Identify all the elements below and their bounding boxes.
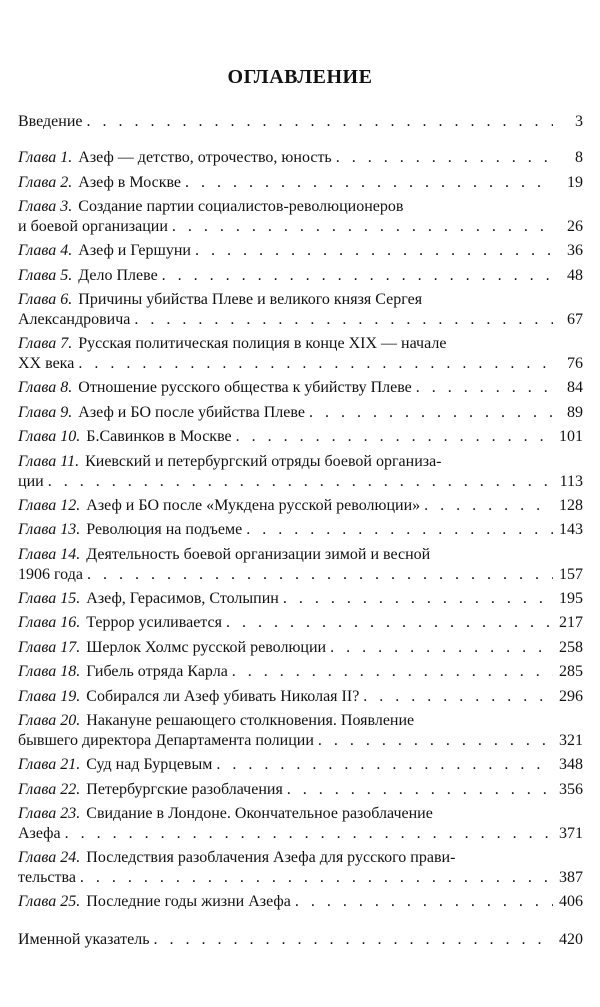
- chapter-label: Глава 22.: [18, 780, 81, 798]
- chapter-title: Террор усиливается: [86, 614, 222, 631]
- chapter-title: Азеф, Герасимов, Столыпин: [86, 589, 279, 607]
- chapter-entry-13[interactable]: [18, 520, 583, 540]
- page-number: 371: [559, 825, 583, 842]
- chapter-title: Русская политическая полиция в конце XIX — начале: [78, 335, 447, 352]
- page-number: 76: [567, 355, 583, 372]
- chapter-entry-9[interactable]: [18, 403, 583, 423]
- chapter-title: Накануне решающего столкновения. Появление: [86, 712, 415, 729]
- chapter-title: ции: [18, 472, 44, 490]
- chapter-title: Азеф и Гершуни: [78, 242, 191, 259]
- chapter-title: Именной указатель: [18, 930, 150, 948]
- page-number: 420: [559, 930, 583, 948]
- toc-line: [18, 711, 583, 731]
- chapter-entry-8[interactable]: [18, 378, 583, 398]
- chapter-entry-5[interactable]: [18, 266, 583, 286]
- chapter-title: Азеф и БО после убийства Плеве: [78, 403, 305, 421]
- chapter-title: Последствия разоблачения Азефа для русского прави-: [86, 849, 456, 866]
- chapter-label: Глава 1.: [18, 149, 73, 166]
- chapter-title: тельства: [18, 869, 76, 886]
- dot-leader: [87, 565, 553, 585]
- toc-line: [18, 173, 583, 193]
- page-number: 48: [567, 266, 583, 284]
- chapter-label: Глава 13.: [18, 521, 81, 538]
- dot-leader: [309, 403, 553, 423]
- dot-leader: [236, 427, 553, 447]
- chapter-title: Деятельность боевой организации зимой и весной: [86, 545, 431, 563]
- chapter-title: Революция на подъеме: [86, 521, 243, 538]
- chapter-label: Глава 9.: [18, 403, 73, 421]
- chapter-title: Создание партии социалистов-революционеров: [78, 198, 404, 215]
- toc-line: [18, 520, 583, 540]
- toc-line: [18, 197, 583, 217]
- page-number: 143: [559, 521, 583, 538]
- page-number: 36: [567, 242, 583, 259]
- toc-line: [18, 403, 583, 423]
- page-number: 8: [575, 149, 583, 166]
- dot-leader: [216, 755, 553, 775]
- toc-line: [18, 638, 583, 658]
- chapter-label: Глава 15.: [18, 589, 81, 607]
- chapter-entry-19[interactable]: [18, 687, 583, 707]
- page-number: 258: [559, 638, 583, 656]
- page-number: 321: [559, 732, 583, 749]
- chapter-entry-4[interactable]: [18, 241, 583, 261]
- chapter-title: Гибель отряда Карла: [86, 663, 228, 680]
- toc-line: [18, 290, 583, 310]
- dot-leader: [330, 638, 553, 658]
- chapter-entry-18[interactable]: [18, 662, 583, 682]
- chapter-title: Петербургские разоблачения: [86, 780, 283, 798]
- intro-entry[interactable]: [18, 112, 583, 132]
- dot-leader: [172, 217, 553, 237]
- dot-leader: [78, 354, 553, 374]
- chapter-entry-2[interactable]: [18, 173, 583, 193]
- dot-leader: [363, 687, 553, 707]
- chapter-entry-7[interactable]: [18, 334, 583, 374]
- dot-leader: [295, 892, 553, 912]
- chapter-title: Собирался ли Азеф убивать Николая II?: [86, 687, 360, 705]
- chapter-title: Причины убийства Плеве и великого князя Сергея: [78, 291, 423, 308]
- dot-leader: [87, 112, 554, 132]
- chapter-entry-23[interactable]: [18, 804, 583, 844]
- dot-leader: [65, 824, 553, 844]
- dot-leader: [318, 731, 553, 751]
- dot-leader: [80, 868, 553, 888]
- toc-line: [18, 613, 583, 633]
- chapter-entry-11[interactable]: [18, 452, 583, 492]
- dot-leader: [162, 266, 553, 286]
- chapter-title: и боевой организации: [18, 218, 168, 235]
- toc-line: [18, 266, 583, 286]
- chapter-label: Глава 6.: [18, 291, 73, 308]
- chapter-label: Глава 18.: [18, 663, 81, 680]
- page-number: 19: [567, 173, 583, 191]
- chapter-label: Глава 3.: [18, 198, 73, 215]
- page-number: 26: [567, 218, 583, 235]
- toc-line: [18, 804, 583, 824]
- toc-line: [18, 452, 583, 472]
- page-number: 128: [559, 496, 583, 514]
- chapter-label: Глава 10.: [18, 428, 81, 445]
- toc-line: [18, 930, 583, 950]
- page-number: 285: [559, 663, 583, 680]
- toc-line: [18, 687, 583, 707]
- dot-leader: [424, 496, 553, 516]
- dot-leader: [246, 520, 553, 540]
- toc-line: [18, 892, 583, 912]
- chapter-label: Глава 17.: [18, 638, 81, 656]
- page-number: 67: [567, 311, 583, 328]
- chapter-label: Глава 16.: [18, 614, 81, 631]
- dot-leader: [226, 613, 553, 633]
- chapter-title: Азеф в Москве: [78, 173, 182, 191]
- toc-line: [18, 868, 583, 888]
- chapter-title: Азефа: [18, 825, 61, 842]
- toc-line: [18, 310, 583, 330]
- toc-line: [18, 824, 583, 844]
- chapter-entry-17[interactable]: [18, 638, 583, 658]
- toc-line: [18, 354, 583, 374]
- chapter-label: Глава 8.: [18, 379, 73, 396]
- chapter-title: Киевский и петербургский отряды боевой организа-: [85, 452, 442, 470]
- page-number: 113: [559, 472, 583, 490]
- chapter-entry-6[interactable]: [18, 290, 583, 330]
- chapter-label: Глава 11.: [18, 452, 80, 470]
- chapter-label: Глава 4.: [18, 242, 73, 259]
- dot-leader: [48, 472, 553, 492]
- chapter-title: Свидание в Лондоне. Окончательное разоблачение: [86, 805, 433, 822]
- chapter-entry-25[interactable]: [18, 892, 583, 912]
- chapter-entry-15[interactable]: [18, 589, 583, 609]
- chapter-title: XX века: [18, 355, 75, 372]
- page-number: 89: [567, 403, 583, 421]
- chapter-title: Последние годы жизни Азефа: [86, 893, 291, 910]
- toc-line: [18, 662, 583, 682]
- chapter-title: Суд над Бурцевым: [86, 756, 213, 773]
- chapter-label: Глава 20.: [18, 712, 81, 729]
- page-number: 101: [559, 428, 583, 445]
- toc-line: [18, 241, 583, 261]
- chapter-entry-3[interactable]: [18, 197, 583, 237]
- toc-line: [18, 472, 583, 492]
- page-number: 348: [559, 756, 583, 773]
- page-number: 84: [567, 379, 583, 396]
- page-number: 217: [559, 614, 583, 631]
- toc-line: [18, 378, 583, 398]
- chapter-title: 1906 года: [18, 565, 83, 583]
- toc-line: [18, 334, 583, 354]
- chapter-entry-1[interactable]: [18, 148, 583, 168]
- page-number: 406: [559, 893, 583, 910]
- chapter-title: Азеф — детство, отрочество, юность: [78, 149, 332, 166]
- chapter-entry-24[interactable]: [18, 848, 583, 888]
- chapter-title: бывшего директора Департамента полиции: [18, 732, 314, 749]
- chapter-title: Введение: [18, 113, 83, 130]
- chapter-label: Глава 5.: [18, 266, 73, 284]
- dot-leader: [283, 589, 553, 609]
- toc-line: [18, 496, 583, 516]
- chapter-label: Глава 2.: [18, 173, 73, 191]
- chapter-label: Глава 12.: [18, 496, 81, 514]
- chapter-entry-10[interactable]: [18, 427, 583, 447]
- toc-line: [18, 217, 583, 237]
- dot-leader: [134, 310, 553, 330]
- chapter-title: Азеф и БО после «Мукдена русской революции»: [86, 496, 421, 514]
- dot-leader: [287, 780, 553, 800]
- index-entry[interactable]: [18, 930, 583, 950]
- toc-line: [18, 565, 583, 585]
- toc-line: [18, 427, 583, 447]
- chapter-title: Шерлок Холмс русской революции: [86, 638, 327, 656]
- chapter-entry-21[interactable]: [18, 755, 583, 775]
- page-number: 195: [559, 589, 583, 607]
- chapter-entry-16[interactable]: [18, 613, 583, 633]
- toc-line: [18, 848, 583, 868]
- dot-leader: [416, 378, 553, 398]
- dot-leader: [232, 662, 553, 682]
- chapter-label: Глава 25.: [18, 893, 81, 910]
- chapter-title: Отношение русского общества к убийству Плеве: [78, 379, 412, 396]
- chapter-label: Глава 14.: [18, 545, 81, 563]
- chapter-entry-20[interactable]: [18, 711, 583, 751]
- dot-leader: [185, 173, 553, 193]
- page-title: ОГЛАВЛЕНИЕ: [227, 66, 373, 88]
- toc-line: [18, 755, 583, 775]
- page-number: 387: [559, 869, 583, 886]
- chapter-title: Александровича: [18, 311, 131, 328]
- toc-line: [18, 148, 583, 168]
- chapter-title: Дело Плеве: [78, 266, 158, 284]
- page-number: 3: [575, 113, 583, 130]
- chapter-entry-14[interactable]: [18, 545, 583, 585]
- chapter-label: Глава 21.: [18, 756, 81, 773]
- chapter-label: Глава 7.: [18, 335, 73, 352]
- dot-leader: [153, 930, 553, 950]
- dot-leader: [195, 241, 553, 261]
- toc-line: [18, 731, 583, 751]
- page-number: 296: [559, 687, 583, 705]
- chapter-label: Глава 23.: [18, 805, 81, 822]
- chapter-label: Глава 24.: [18, 849, 81, 866]
- toc-line: [18, 112, 583, 132]
- page-number: 356: [559, 780, 583, 798]
- chapter-title: Б.Савинков в Москве: [86, 428, 232, 445]
- toc-line: [18, 589, 583, 609]
- chapter-entry-22[interactable]: [18, 780, 583, 800]
- toc-line: [18, 545, 583, 565]
- dot-leader: [336, 148, 553, 168]
- page-number: 157: [559, 565, 583, 583]
- chapter-entry-12[interactable]: [18, 496, 583, 516]
- toc-line: [18, 780, 583, 800]
- chapter-label: Глава 19.: [18, 687, 81, 705]
